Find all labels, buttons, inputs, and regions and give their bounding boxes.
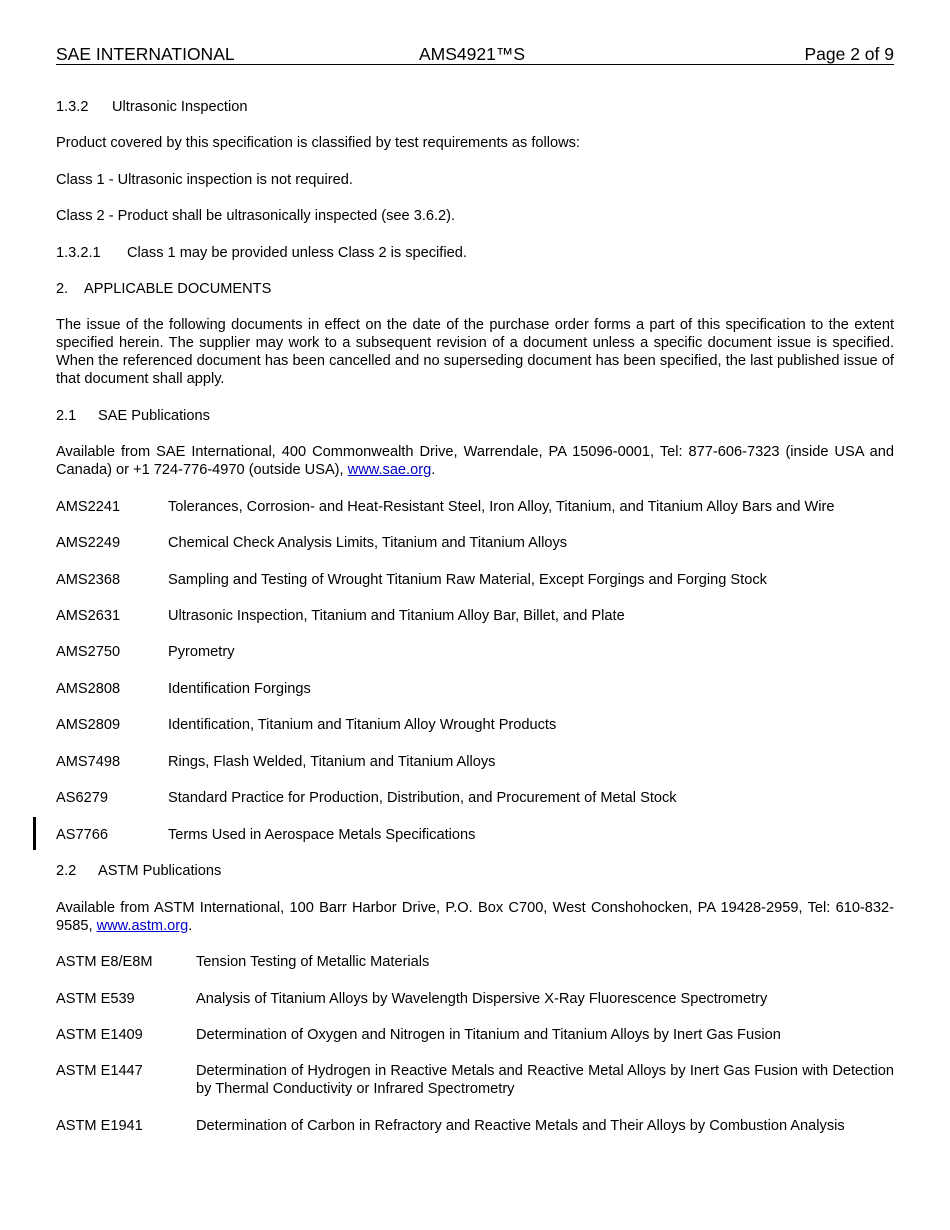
- section-title: APPLICABLE DOCUMENTS: [84, 281, 272, 297]
- class-2-text: Class 2 - Product shall be ultrasonically inspected (see 3.6.2).: [56, 208, 456, 224]
- section-number: 1.3.2.1: [56, 245, 101, 261]
- reference-code: AMS2750: [56, 644, 121, 660]
- reference-title: Tension Testing of Metallic Materials: [196, 954, 430, 970]
- document-page: [56, 44, 894, 1134]
- page-header: [56, 44, 894, 65]
- reference-code: ASTM E1447: [56, 1063, 143, 1079]
- reference-title: Chemical Check Analysis Limits, Titanium and Titanium Alloys: [168, 535, 568, 551]
- section-title: ASTM Publications: [98, 863, 222, 879]
- section-2-2-heading: [56, 862, 894, 880]
- sae-availability-text: Available from SAE International, 400 Commonwealth Drive, Warrendale, PA 15096-0001, Tel: 877-606-7323 (inside USA and Canada) or +1 724-776-4970 (outside USA),: [56, 444, 894, 478]
- period: .: [431, 462, 436, 478]
- reference-code: AMS2809: [56, 717, 121, 733]
- section-title: Ultrasonic Inspection: [112, 99, 248, 115]
- reference-code: AMS2808: [56, 681, 121, 697]
- astm-availability-paragraph: [56, 899, 894, 935]
- reference-code: AMS7498: [56, 754, 121, 770]
- reference-title: Pyrometry: [168, 644, 235, 660]
- reference-code: ASTM E8/E8M: [56, 954, 153, 970]
- reference-title: Sampling and Testing of Wrought Titanium Raw Material, Except Forgings and Forging Stock: [168, 572, 767, 588]
- classification-intro: Product covered by this specification is classified by test requirements as follows:: [56, 135, 580, 151]
- applicable-documents-paragraph: The issue of the following documents in effect on the date of the purchase order forms a part of this specification to the extent specified herein. The supplier may work to a subsequent revision of a document unless a specific document issue is specified. When the referenced document has been cancelled and no superseding document has been specified, the last published issue of that document shall apply.: [56, 317, 894, 387]
- sae-availability-paragraph: [56, 443, 894, 479]
- section-text: Class 1 may be provided unless Class 2 is specified.: [127, 245, 467, 261]
- reference-code: AMS2241: [56, 499, 121, 515]
- reference-title: Determination of Hydrogen in Reactive Metals and Reactive Metal Alloys by Inert Gas Fusion with Detection by Thermal Conductivity or Infrared Spectrometry: [196, 1063, 894, 1097]
- period: .: [188, 918, 193, 934]
- reference-title: Determination of Carbon in Refractory and Reactive Metals and Their Alloys by Combustion Analysis: [196, 1118, 845, 1134]
- reference-code: ASTM E1409: [56, 1027, 143, 1043]
- header-org: SAE INTERNATIONAL: [56, 44, 235, 64]
- reference-title: Analysis of Titanium Alloys by Wavelength Dispersive X-Ray Fluorescence Spectrometry: [196, 991, 768, 1007]
- section-2-heading: [56, 280, 894, 298]
- reference-title: Identification Forgings: [168, 681, 311, 697]
- astm-website-link[interactable]: www.astm.org: [96, 918, 189, 934]
- section-2-1-heading: [56, 407, 894, 425]
- reference-title: Tolerances, Corrosion- and Heat-Resistant Steel, Iron Alloy, Titanium, and Titanium Alloy Bars and Wire: [168, 499, 835, 515]
- reference-title: Ultrasonic Inspection, Titanium and Titanium Alloy Bar, Billet, and Plate: [168, 608, 625, 624]
- section-title: SAE Publications: [98, 408, 210, 424]
- reference-code: AMS2368: [56, 572, 121, 588]
- astm-availability-text: Available from ASTM International, 100 Barr Harbor Drive, P.O. Box C700, West Conshohocken, PA 19428-2959, Tel: 610-832-9585,: [56, 900, 894, 934]
- section-number: 2.: [56, 281, 69, 297]
- reference-title: Identification, Titanium and Titanium Alloy Wrought Products: [168, 717, 557, 733]
- reference-code: AMS2631: [56, 608, 121, 624]
- reference-code: ASTM E1941: [56, 1118, 143, 1134]
- section-1-3-2-1: [56, 244, 894, 262]
- header-doc-id: AMS4921™S: [419, 44, 526, 64]
- header-page-number: Page 2 of 9: [804, 44, 894, 64]
- sae-website-link[interactable]: www.sae.org: [347, 462, 432, 478]
- reference-code: ASTM E539: [56, 991, 135, 1007]
- reference-code: AS6279: [56, 790, 108, 806]
- class-1-text: Class 1 - Ultrasonic inspection is not required.: [56, 172, 353, 188]
- section-number: 1.3.2: [56, 99, 89, 115]
- revision-change-bar: [33, 817, 36, 850]
- reference-title: Rings, Flash Welded, Titanium and Titanium Alloys: [168, 754, 496, 770]
- reference-title: Determination of Oxygen and Nitrogen in Titanium and Titanium Alloys by Inert Gas Fusion: [196, 1027, 781, 1043]
- reference-title: Terms Used in Aerospace Metals Specifications: [168, 827, 476, 843]
- section-number: 2.1: [56, 408, 77, 424]
- reference-code: AS7766: [56, 827, 108, 843]
- reference-code: AMS2249: [56, 535, 121, 551]
- section-number: 2.2: [56, 863, 77, 879]
- section-1-3-2-heading: [56, 98, 894, 116]
- reference-title: Standard Practice for Production, Distribution, and Procurement of Metal Stock: [168, 790, 677, 806]
